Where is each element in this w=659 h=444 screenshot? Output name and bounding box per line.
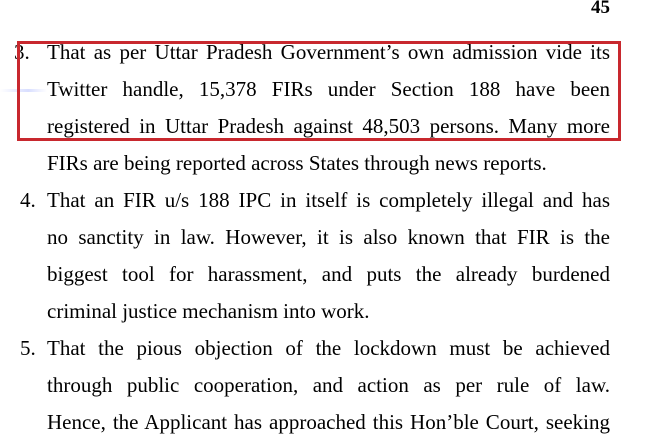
text-line: registered in Uttar Pradesh against 48,503 persons. Many more (47, 114, 610, 138)
scan-artifact (0, 89, 47, 92)
text-line: criminal justice mechanism into work. (47, 299, 370, 323)
text-line: Hence, the Applicant has approached this Hon’ble Court, seeking (47, 410, 610, 434)
text-line: through public cooperation, and action as per rule of law. (47, 373, 610, 397)
paragraph-number: 5. (20, 336, 36, 360)
text-line: FIRs are being reported across States through news reports. (47, 151, 547, 175)
paragraph-number: 3. (14, 40, 30, 64)
text-line: Twitter handle, 15,378 FIRs under Section 188 have been (47, 77, 610, 101)
text-line: biggest tool for harassment, and puts the already burdened (47, 262, 610, 286)
text-line: That the pious objection of the lockdown must be achieved (47, 336, 610, 360)
paragraph-number: 4. (20, 188, 36, 212)
text-line: That an FIR u/s 188 IPC in itself is completely illegal and has (47, 188, 610, 212)
text-line: That as per Uttar Pradesh Government’s own admission vide its (47, 40, 610, 64)
text-line: no sanctity in law. However, it is also known that FIR is the (47, 225, 610, 249)
paragraph-text (47, 182, 610, 330)
paragraph-text (47, 330, 610, 441)
paragraph-text (47, 34, 610, 182)
page-number: 45 (591, 0, 610, 18)
